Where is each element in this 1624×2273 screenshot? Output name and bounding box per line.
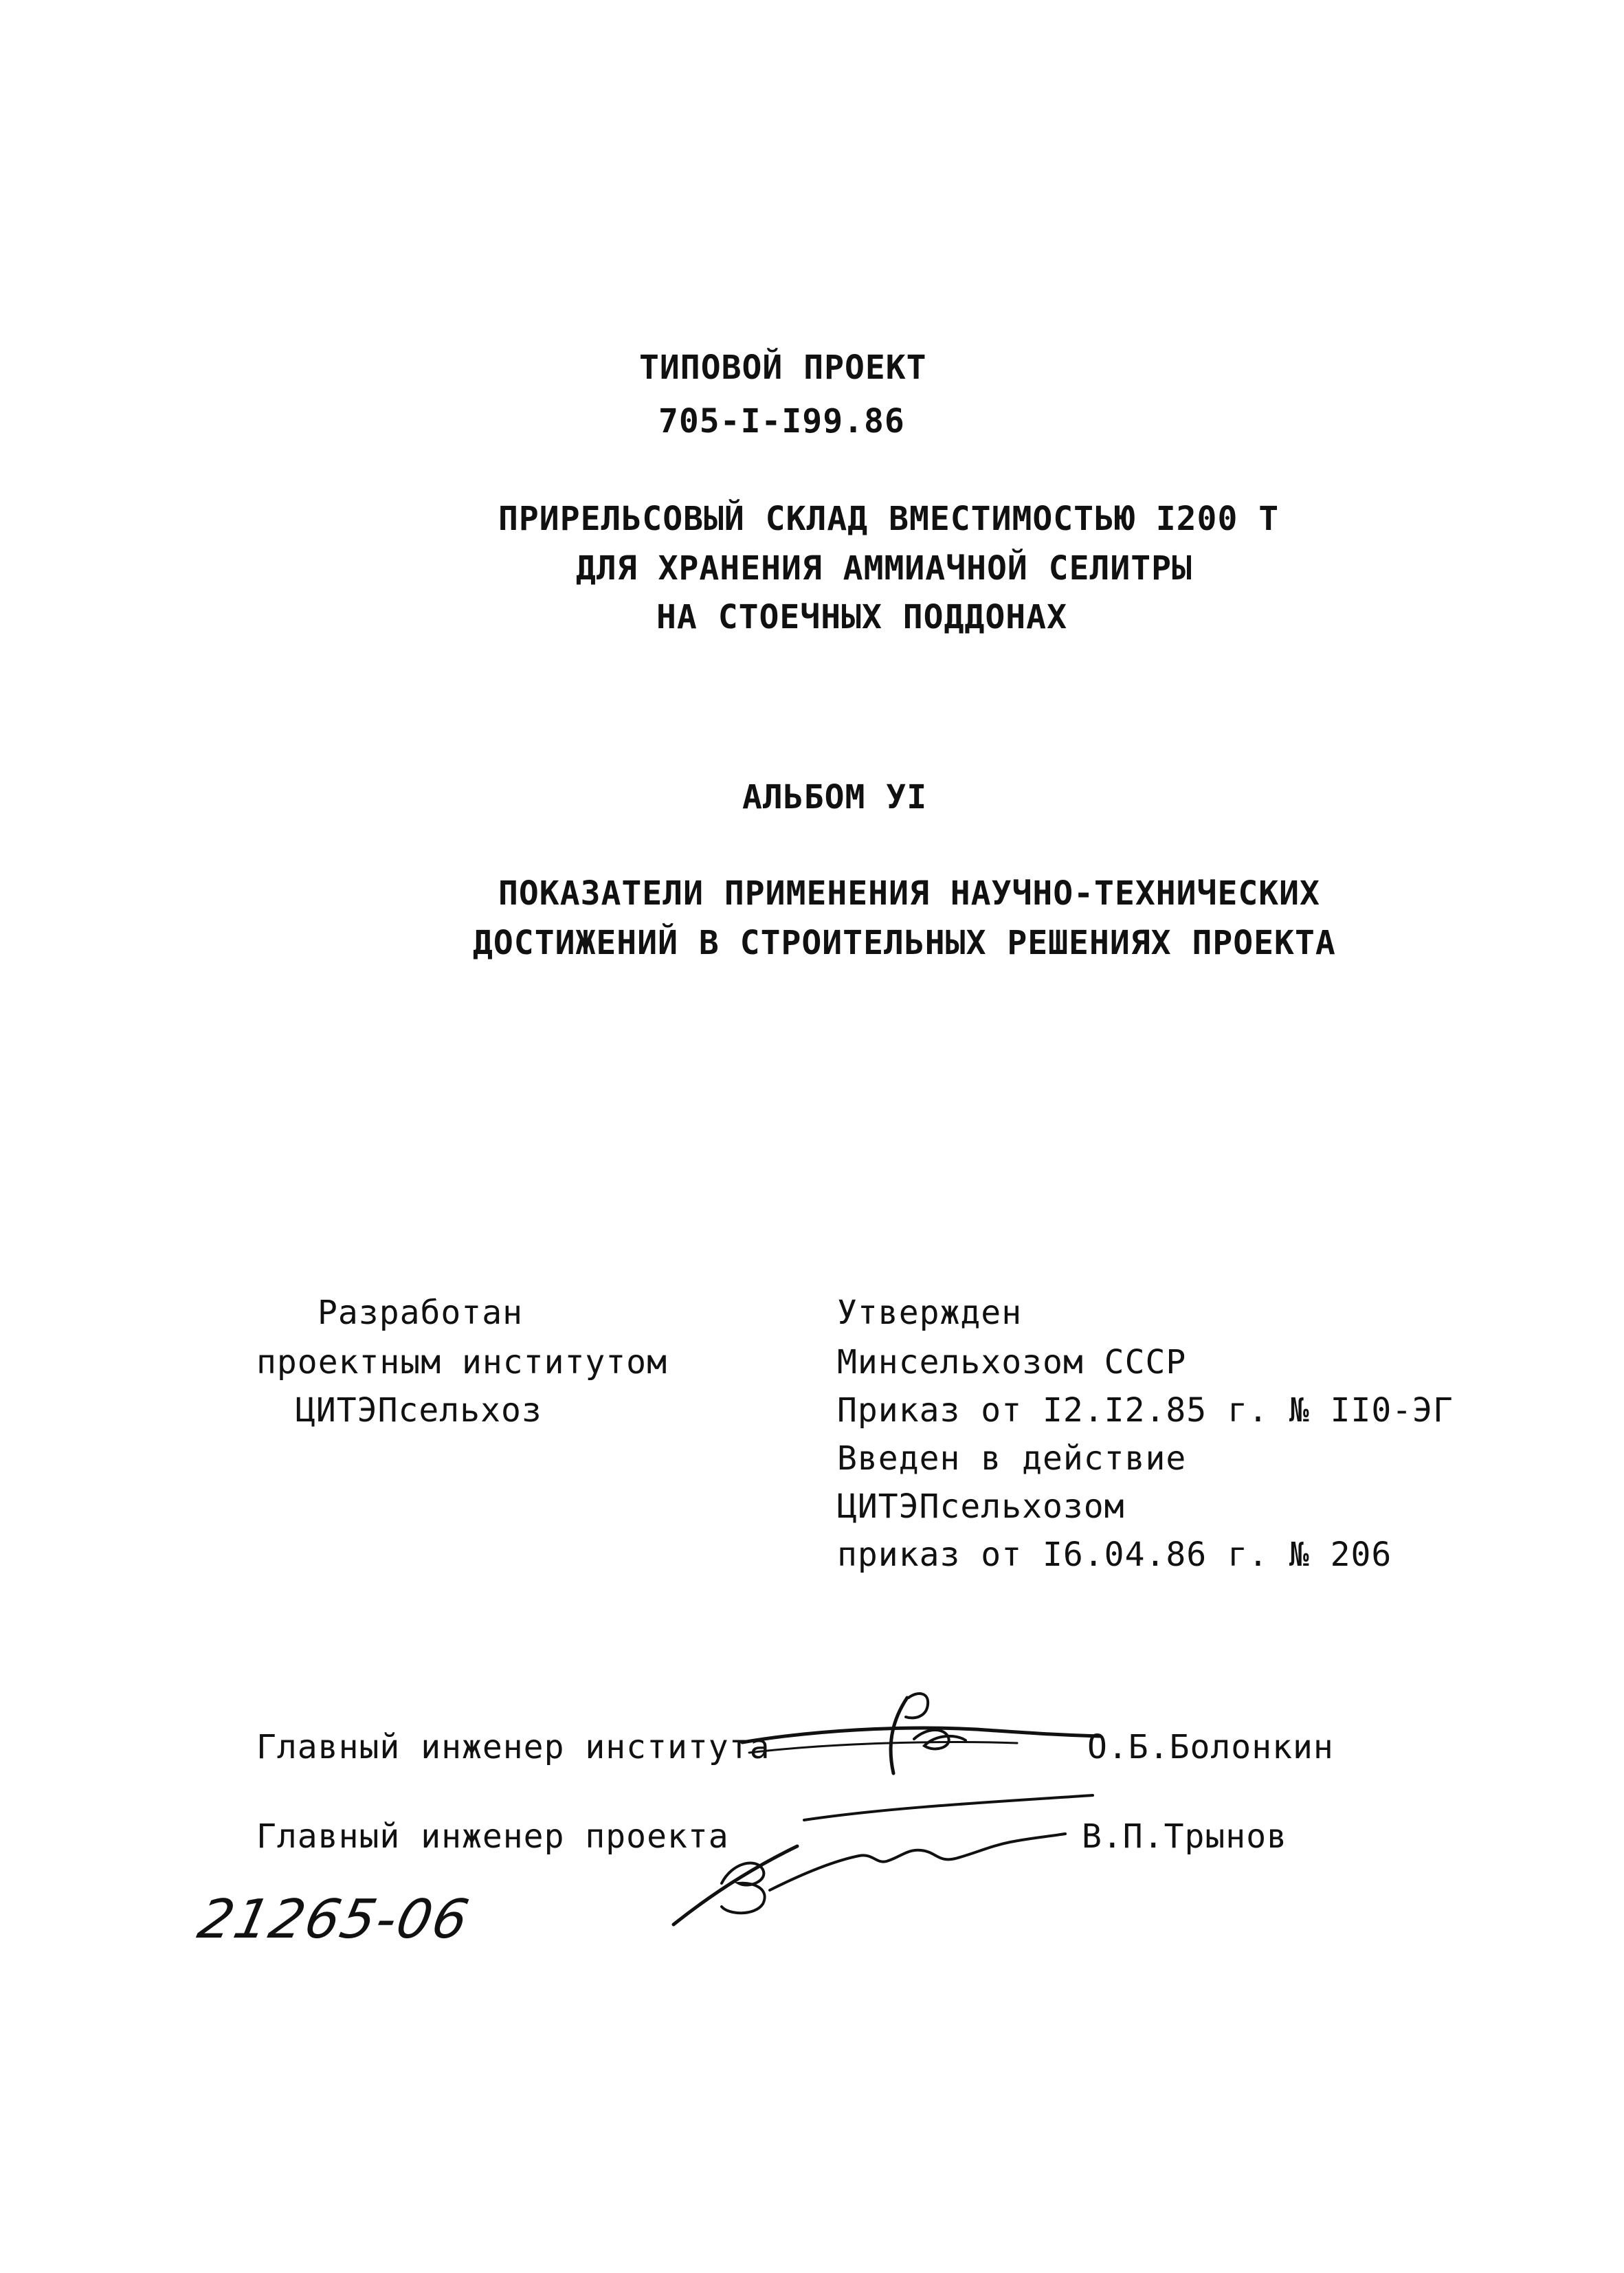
approved-line-4: Введен в действие <box>837 1439 1187 1478</box>
title-line-1: ПРИРЕЛЬСОВЫЙ СКЛАД ВМЕСТИМОСТЬЮ I200 Т <box>498 500 1280 538</box>
chief-engineer-project-label: Главный инженер проекта <box>256 1817 729 1856</box>
signature-trynov <box>667 1780 1106 1938</box>
approved-line-5: ЦИТЭПсельхозом <box>837 1487 1125 1526</box>
chief-engineer-project-name: В.П.Трынов <box>1082 1817 1287 1856</box>
approved-line-1: Утвержден <box>837 1294 1023 1332</box>
subject-line-1: ПОКАЗАТЕЛИ ПРИМЕНЕНИЯ НАУЧНО-ТЕХНИЧЕСКИХ <box>498 874 1320 913</box>
title-line-2: ДЛЯ ХРАНЕНИЯ АММИАЧНОЙ СЕЛИТРЫ <box>576 549 1192 588</box>
approved-line-2: Минсельхозом СССР <box>837 1343 1187 1382</box>
title-line-3: НА СТОЕЧНЫХ ПОДДОНАХ <box>656 598 1067 636</box>
developed-line-3: ЦИТЭПсельхоз <box>296 1391 542 1430</box>
signature-bolonkin <box>728 1677 1113 1780</box>
album-label: АЛЬБОМ УI <box>742 778 928 817</box>
project-type-heading: ТИПОВОЙ ПРОЕКТ <box>639 348 927 387</box>
developed-line-1: Разработан <box>318 1294 523 1332</box>
handwritten-registration-number: 21265-06 <box>192 1889 476 1951</box>
project-number: 705-I-I99.86 <box>658 402 905 441</box>
subject-line-2: ДОСТИЖЕНИЙ В СТРОИТЕЛЬНЫХ РЕШЕНИЯХ ПРОЕКТА <box>473 924 1336 962</box>
chief-engineer-institute-label: Главный инженер института <box>256 1728 770 1766</box>
approved-line-3: Приказ от I2.I2.85 г. № II0-ЭГ <box>837 1391 1454 1430</box>
approved-line-6: приказ от I6.04.86 г. № 206 <box>837 1535 1392 1574</box>
chief-engineer-institute-name: О.Б.Болонкин <box>1087 1728 1334 1766</box>
developed-line-2: проектным институтом <box>256 1343 667 1382</box>
